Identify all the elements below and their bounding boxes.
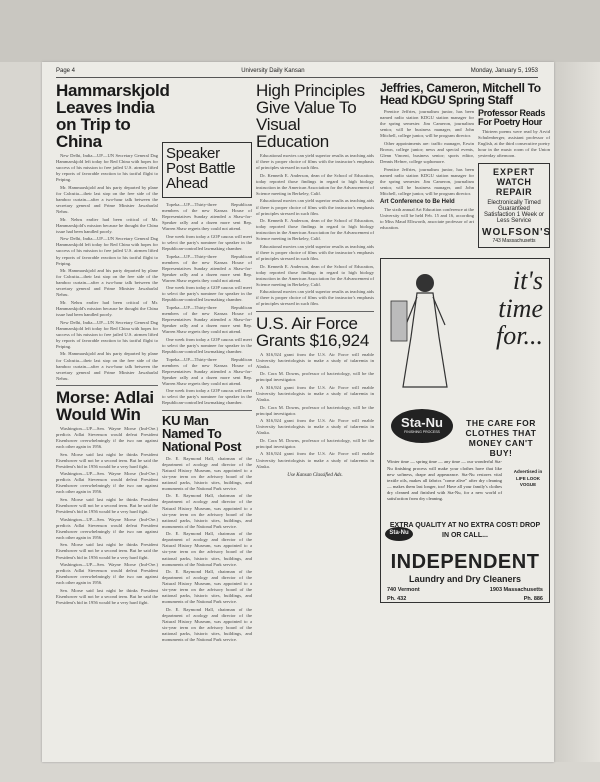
- independent-laundry: [387, 551, 543, 602]
- ad-service-line: Electronically Timed Guaranteed Satisfaction 1 Week or Less Service: [484, 200, 544, 225]
- article-paragraph: Prentice Jeffries, journalism junior, has been named radio station KDGU station manager for the spring semester. Jim Cameron, journalism senior, will be business manager, and John Mitchell, college junior, will be program director.: [380, 166, 474, 196]
- column-4: [380, 82, 550, 754]
- programs-headline: High Principles Give Value To Visual Education: [256, 81, 365, 151]
- sta-nu-small-logo: Sta-Nu: [385, 527, 413, 541]
- article-paragraph: Topeka—UP—Thirty-three Republican members of the new Kansas House of Representatives Sunday attended a Shaw-for-Speaker rally and a dozen more sent Rep. Warren Shaw regrets they could not attend.: [162, 356, 252, 386]
- divider: [56, 385, 158, 386]
- art-conference-headline: Art Conference to Be Held: [380, 198, 455, 205]
- advertised-in: Advertised in LIFE LOOK VOGUE: [513, 469, 543, 487]
- article-paragraph: A $16,924 grant from the U.S. Air Force will enable University bacteriologists to make a study of tularemia in Alaska.: [256, 451, 374, 469]
- speaker-box: [162, 142, 252, 198]
- article-paragraph: Mr. Nehru earlier had been critical of Mr. Hammarskjold's mission because he thought the China issue had been handled poorly.: [56, 216, 158, 234]
- classified-ads-note: Use Kansan Classified Ads.: [287, 472, 343, 478]
- speaker-headline: Speaker Post Battle Ahead: [166, 145, 236, 192]
- ad-expert-line: EXPERT: [492, 167, 535, 178]
- article-paragraph: Sen. Morse said last night he thinks President Eisenhower will not be a second term. But he said the President's bid in 1956 would be a very hard fight.: [56, 451, 158, 469]
- morse-headline: Morse: Adlai Would Win: [56, 387, 154, 424]
- article-paragraph: Dr. Cora M. Downs, professor of bacteriology, will be the principal investigator.: [256, 437, 374, 449]
- article-paragraph: A $16,924 grant from the U.S. Air Force will enable University bacteriologists to make a study of tularemia in Alaska.: [256, 351, 374, 369]
- article-paragraph: Educational movies can yield superior results as teaching aids if there is proper choice of films with the instructor's emphasis of principles stressed in such film.: [256, 153, 374, 171]
- article-paragraph: One week from today a GOP caucus will meet to select the party's nominee for speaker in the Republican-controlled lawmaking chamber.: [162, 336, 252, 354]
- column-2: [162, 82, 252, 754]
- article-paragraph: Washington—UP—Sen. Wayne Morse (Ind-Ore.) predicts Adlai Stevenson would defeat President Eisenhower overwhelmingly if the two ran against each other again in 1956.: [56, 425, 158, 449]
- article-paragraph: Washington—UP—Sen. Wayne Morse (Ind-Ore.) predicts Adlai Stevenson would defeat President Eisenhower overwhelmingly if the two ran against each other again in 1956.: [56, 516, 158, 540]
- art-conference-article: [380, 207, 474, 231]
- article-paragraph: Washington—UP—Sen. Wayne Morse (Ind-Ore.) predicts Adlai Stevenson would defeat President Eisenhower overwhelmingly if the two ran against each other again in 1956.: [56, 471, 158, 495]
- masthead: [56, 68, 538, 78]
- article-paragraph: Dr. E. Raymond Hall, chairman of the department of zoology and director of the Natural History Museum, was appointed to a six-year term on the advisory board of the national parks, historic sites, buildings, and monuments of the National Park service.: [162, 455, 252, 491]
- divider: [256, 311, 374, 312]
- kdgu-article: [380, 109, 474, 197]
- phone-2: Ph. 886: [523, 596, 543, 603]
- brand-name: Sta-Nu: [401, 415, 443, 431]
- article-paragraph: Topeka—UP—Thirty-three Republican members of the new Kansas House of Representatives Sunday attended a Shaw-for-Speaker rally and a dozen more sent Rep. Warren Shaw regrets they could not attend.: [162, 253, 252, 283]
- ad-copy: Winter time — spring time — any time — our wonderful Sta-Nu finishing process will make your clothes have that like new softness, drape and appearance. Sta-Nu restores vital textile oils, makes all fabrics "come alive" after dry cleaning — makes them last longer, too! Have all your family's clothes dry cleaned and finished with Sta-Nu, for a new world of satisfaction from dry cleaning.: [387, 459, 502, 502]
- hammarskjold-article: [56, 153, 158, 382]
- kdgu-headline: Jeffries, Cameron, Mitchell To Head KDGU Spring Staff: [380, 81, 541, 107]
- article-paragraph: Topeka—UP—Thirty-three Republican members of the new Kansas House of Representatives Sunday attended a Shaw-for-Speaker rally and a dozen more sent Rep. Warren Shaw regrets they could not attend.: [162, 305, 252, 335]
- article-paragraph: Mr. Hammarskjold and his party departed by plane for Calcutta—their last stop on the free side of the bamboo curtain—after a two-hour talk between the secretary general and Prime Minister Jawaharlal Nehru.: [56, 184, 158, 215]
- its-time-heading: it's time for...: [496, 266, 543, 350]
- scanner-top-strip: [0, 0, 600, 62]
- article-paragraph: A $16,924 grant from the U.S. Air Force will enable University bacteriologists to make a study of tularemia in Alaska.: [256, 384, 374, 402]
- morse-article: [56, 426, 158, 606]
- paper-name: University Daily Kansan: [241, 68, 305, 74]
- article-paragraph: Dr. E. Raymond Hall, chairman of the department of zoology and director of the Natural History Museum, was appointed to a six-year term on the advisory board of the national parks, historic sites, buildings, and monuments of the National Park service.: [162, 493, 252, 529]
- professor-headline: Professor Reads For Poetry Hour: [478, 108, 546, 127]
- divider: [162, 410, 252, 411]
- address-2: 1903 Massachusetts: [489, 587, 543, 594]
- article-paragraph: Dr. Kenneth E. Anderson, dean of the School of Education, today reported those findings in regard to high biology instruction in the American Association for the Advancement of Science meeting in Berkeley, Calif.: [256, 263, 374, 287]
- brand-subtitle: FINISHING PROCESS: [404, 430, 440, 435]
- column-1: [56, 81, 170, 754]
- ku-article: [162, 456, 252, 644]
- article-paragraph: Educational movies can yield superior results as teaching aids if there is proper choice of films with the instructor's emphasis of principles stressed in such film.: [256, 243, 374, 261]
- article-paragraph: Educational movies can yield superior results as teaching aids if there is proper choice of films with the instructor's emphasis of principles stressed in such film.: [256, 289, 374, 307]
- article-paragraph: Sen. Morse said last night he thinks President Eisenhower will not be a second term. But he said the President's bid in 1956 would be a very hard fight.: [56, 542, 158, 560]
- article-paragraph: Educational movies can yield superior results as teaching aids if there is proper choice of films with the instructor's emphasis of principles stressed in such film.: [256, 198, 374, 216]
- article-paragraph: Dr. E. Raymond Hall, chairman of the department of zoology and director of the Natural History Museum, was appointed to a six-year term on the advisory board of the national parks, historic sites, buildings, and monuments of the National Park service.: [162, 569, 252, 605]
- article-paragraph: Dr. Kenneth E. Anderson, dean of the School of Education, today reported those findings in regard to high biology instruction in the American Association for the Advancement of Science meeting in Berkeley, Calif.: [256, 218, 374, 242]
- article-paragraph: Thirteen poems were read by Arvid Schulenberger, assistant professor of English, at the third consecutive poetry hour in the music room of the Union yesterday afternoon.: [478, 129, 550, 159]
- article-paragraph: Mr. Hammarskjold and his party departed by plane for Calcutta—their last stop on the free side of the bamboo curtain—after a two-hour talk between the secretary general and Prime Minister Jawaharlal Nehru.: [56, 351, 158, 381]
- article-paragraph: Sen. Morse said last night he thinks President Eisenhower will not be a second term. But he said the President's bid in 1956 would be a very hard fight.: [56, 587, 158, 605]
- newspaper-page: [42, 62, 554, 762]
- article-paragraph: Mr. Nehru earlier had been critical of Mr. Hammarskjold's mission because he thought the China issue had been handled poorly.: [56, 299, 158, 318]
- professor-article: [478, 129, 550, 159]
- article-paragraph: Dr. E. Raymond Hall, chairman of the department of zoology and director of the Natural History Museum, was appointed to a six-year term on the advisory board of the national parks, historic sites, buildings, and monuments of the National Park service.: [162, 531, 252, 567]
- page-number: Page 4: [56, 68, 76, 74]
- sta-nu-ad: [380, 258, 550, 603]
- article-paragraph: One week from today a GOP caucus will meet to select the party's nominee for speaker in the Republican-controlled lawmaking chamber.: [162, 388, 252, 406]
- speaker-article: [162, 202, 252, 407]
- address-1: 740 Vermont: [387, 587, 420, 594]
- article-paragraph: Dr. E. Raymond Hall, chairman of the department of zoology and director of the Natural History Museum, was appointed to a six-year term on the advisory board of the national parks, historic sites, buildings, and monuments of the National Park service.: [162, 607, 252, 643]
- watch-repair-ad: [478, 163, 550, 248]
- article-paragraph: Dr. Cora M. Downs, professor of bacteriology, will be the principal investigator.: [256, 371, 374, 383]
- ad-watch-line: WATCH REPAIR: [495, 177, 533, 198]
- column-3: [256, 82, 374, 754]
- grants-headline: U.S. Air Force Grants $16,924: [256, 313, 369, 350]
- ad-store-name: WOLFSON'S: [482, 227, 552, 239]
- article-paragraph: One week from today a GOP caucus will meet to select the party's nominee for speaker in the Republican-controlled lawmaking chamber.: [162, 233, 252, 251]
- article-paragraph: A $16,924 grant from the U.S. Air Force will enable University bacteriologists to make a study of tularemia in Alaska.: [256, 418, 374, 436]
- grants-article: [256, 352, 374, 470]
- article-paragraph: New Delhi, India—UP—UN Secretary General Dag Hammarskjold left today for Red China with hopes for success of his mission to free jailed U.S. airmen lifted by reports of favorable reaction to his tactful flight to Peiping.: [56, 236, 158, 266]
- page-edge: [554, 62, 600, 762]
- article-paragraph: Other appointments are: traffic manager, Erwin Brown, college junior; news and special events, Glenn Vincent, business senior; sports editor, Dennis Hefner, college sophomore.: [380, 140, 474, 164]
- sta-nu-logo: [391, 409, 453, 443]
- ad-tagline: THE CARE FOR CLOTHES THAT MONEY CAN'T BUY!: [465, 418, 537, 458]
- article-paragraph: Mr. Hammarskjold and his party departed by plane for Calcutta—their last stop on the free side of the bamboo curtain—after a two-hour talk between the secretary general and Prime Minister Jawaharlal Nehru.: [56, 268, 158, 298]
- article-paragraph: Dr. Kenneth E. Anderson, dean of the School of Education, today reported those findings in regard to high biology instruction in the American Association for the Advancement of Science meeting in Berkeley, Calif.: [256, 172, 374, 196]
- ad-store-address: 743 Massachusetts: [492, 238, 536, 245]
- ku-headline: KU Man Named To National Post: [162, 412, 242, 454]
- article-paragraph: One week from today a GOP caucus will meet to select the party's nominee for speaker in the Republican-controlled lawmaking chamber.: [162, 285, 252, 303]
- article-paragraph: Topeka—UP—Thirty-three Republican members of the new Kansas House of Representatives Sunday attended a Shaw-for-Speaker rally and a dozen more sent Rep. Warren Shaw regrets they could not attend.: [162, 202, 252, 232]
- article-paragraph: The sixth annual Art Education conference at the University will be held Feb. 15 and 16, according to Miss Maud Ellsworth, associate professor of art education.: [380, 206, 474, 231]
- phone-1: Ph. 432: [387, 596, 407, 603]
- company-subtitle: Laundry and Dry Cleaners: [408, 574, 522, 585]
- article-paragraph: Dr. Cora M. Downs, professor of bacteriology, will be the principal investigator.: [256, 404, 374, 416]
- article-paragraph: Sen. Morse said last night he thinks President Eisenhower will not be a second term. But he said the President's bid in 1956 would be a very hard fight.: [56, 496, 158, 515]
- article-paragraph: Washington—UP—Sen. Wayne Morse (Ind-Ore.) predicts Adlai Stevenson would defeat President Eisenhower overwhelmingly if the two ran against each other again in 1956.: [56, 562, 158, 586]
- extra-quality-line: EXTRA QUALITY AT NO EXTRA COST! DROP IN OR CALL...: [389, 522, 541, 540]
- programs-article: [256, 153, 374, 308]
- article-paragraph: Prentice Jeffries, journalism junior, has been named radio station KDGU station manager for the spring semester. Jim Cameron, journalism senior, will be business manager, and John Mitchell, college junior, will be program director.: [380, 109, 474, 139]
- issue-date: Monday, January 5, 1953: [470, 68, 538, 74]
- article-paragraph: New Delhi, India—UP—UN Secretary General Dag Hammarskjold left today for Red China with hopes for success of his mission to free jailed U.S. airmen lifted by reports of favorable reaction to his tactful flight to Peiping.: [56, 319, 158, 349]
- company-name: INDEPENDENT: [390, 551, 540, 574]
- hammarskjold-headline: Hammarskjold Leaves India on Trip to China: [56, 81, 170, 151]
- woman-illustration: [387, 267, 457, 397]
- article-paragraph: New Delhi, India—UP—UN Secretary General Dag Hammarskjold left today for Red China with hopes for success of his mission to free jailed U.S. airmen lifted by reports of favorable reaction to his tactful flight to Peiping.: [56, 153, 158, 183]
